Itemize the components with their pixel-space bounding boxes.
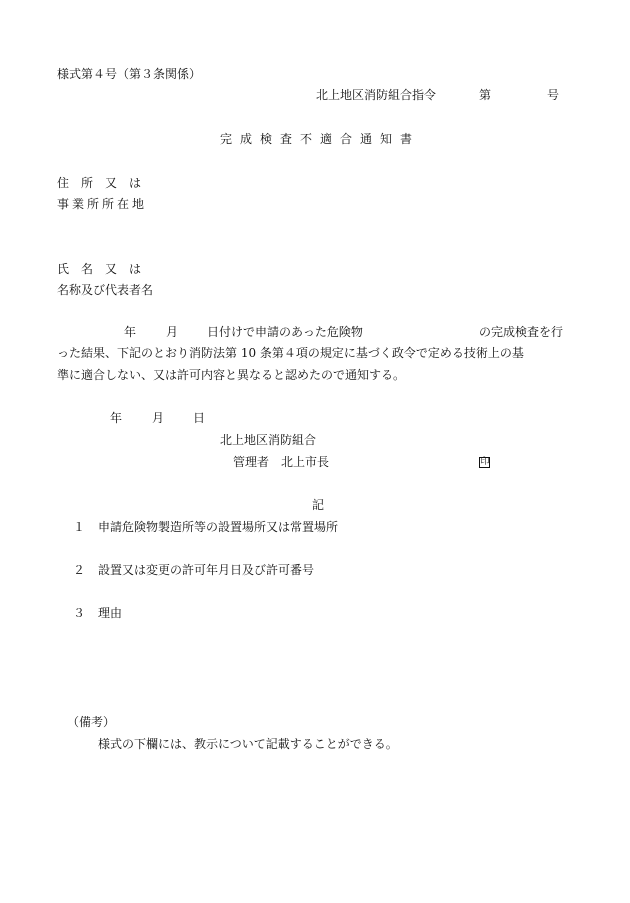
body-month-label: 月 [166, 325, 179, 339]
seal-label: 印 [480, 457, 490, 467]
date-month-label: 月 [152, 411, 165, 425]
body-line1-tail: の完成検査を行 [479, 325, 564, 339]
issuer-organization: 北上地区消防組合 [220, 433, 317, 447]
item-number: ２ [73, 563, 86, 577]
date-year-label: 年 [110, 411, 123, 425]
body-line1-text: 日付けで申請のあった危険物 [207, 325, 363, 339]
order-organization: 北上地区消防組合指令 [316, 88, 437, 102]
remarks-text: 様式の下欄には、教示について記載することができる。 [98, 737, 398, 751]
item-text: 理由 [98, 606, 123, 620]
item-number: １ [73, 520, 86, 534]
body-line3: 準に適合しない、又は許可内容と異なると認めたので通知する。 [57, 368, 406, 382]
name-label-line2: 名称及び代表者名 [57, 283, 154, 297]
issuer-title: 管理者 北上市長 [233, 455, 330, 469]
address-label-line1: 住 所 又 は [57, 176, 142, 190]
address-label-line2: 事業所所在地 [57, 197, 148, 211]
name-label-line1: 氏 名 又 は [57, 262, 142, 276]
body-line2: った結果、下記のとおり消防法第 10 条第４項の規定に基づく政令で定める技術上の基 [57, 346, 524, 360]
ki-label: 記 [312, 498, 325, 512]
date-day-label: 日 [193, 411, 206, 425]
item-text: 設置又は変更の許可年月日及び許可番号 [98, 563, 315, 577]
document-title: 完成検査不適合通知書 [220, 132, 421, 146]
order-dai-label: 第 [479, 88, 492, 102]
item-number: ３ [73, 606, 86, 620]
form-number-label: 様式第４号（第３条関係） [57, 67, 202, 81]
item-text: 申請危険物製造所等の設置場所又は常置場所 [98, 520, 339, 534]
body-year-label: 年 [124, 325, 137, 339]
remarks-heading: （備考） [67, 715, 116, 729]
order-go-label: 号 [547, 88, 560, 102]
